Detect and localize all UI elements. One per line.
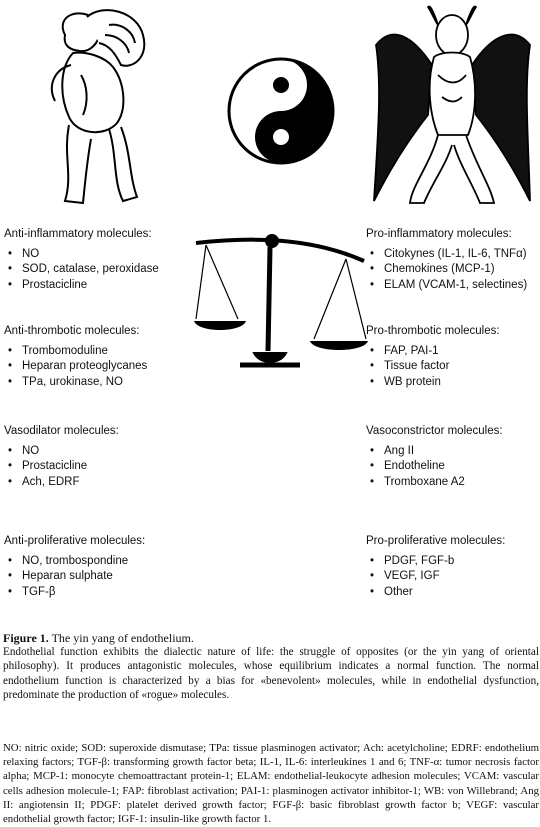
figure-title: The yin yang of endothelium.: [51, 631, 194, 645]
figure-title-line: [3, 631, 539, 645]
abbreviations-note: [3, 741, 539, 826]
list-item: • ELAM (VCAM-1, selectines): [366, 278, 527, 294]
list-item: • PDGF, FGF-b: [366, 554, 505, 570]
group-heading: Vasoconstrictor molecules:: [366, 425, 503, 437]
list-item: • Citokynes (IL-1, IL-6, TNFα): [366, 247, 527, 263]
list-item: • FAP, PAI-1: [366, 344, 500, 360]
list-item: • Heparan proteoglycanes: [4, 359, 147, 375]
vasoconstrictor-group: [366, 424, 503, 490]
group-heading: Pro-inflammatory molecules:: [366, 228, 512, 240]
group-heading: Anti-proliferative molecules:: [4, 535, 146, 547]
group-heading: Anti-inflammatory molecules:: [4, 228, 152, 240]
list-item: • Trombomoduline: [4, 344, 147, 360]
pro-inflammatory-group: [366, 227, 527, 293]
devil-illustration: [372, 5, 532, 210]
vasodilator-group: [4, 424, 119, 490]
abbreviations-text: NO: nitric oxide; SOD: superoxide dismutase; TPa: tissue plasminogen activator; Ach: acetylcholine; EDRF: endothelium relaxing factors; TGF-β: transforming growth factor beta; IL-1, IL-6: interleukines 1 and 6; TNF-α: tumor necrosis factor alpha; MCP-1: monocyte chemoattractant protein-1; ELAM: endothelial-leukocyte adhesion molecules; VCAM: vascular cells adhesion molecule-1; FAP: fibroblast activation; PAI-1: plasminogen activator inhibitor-1; WB: von Willebrand; Ang II: angiotensin II; PDGF: platelet derived growth factor; FGF-β: basic fibroblast growth factor b; VEGF: vascular endothelial growth factor; IGF-1: insulin-like growth factor 1.: [3, 742, 539, 826]
list-item: • Ang II: [366, 444, 503, 460]
cherub-illustration: [25, 5, 155, 220]
list-item: • VEGF, IGF: [366, 569, 505, 585]
list-item: • Tromboxane A2: [366, 475, 503, 491]
list-item: • Prostacicline: [4, 459, 119, 475]
list-item: • Other: [366, 585, 505, 601]
list-item: • TGF-β: [4, 585, 145, 601]
list-item: • Tissue factor: [366, 359, 500, 375]
list-item: • NO: [4, 444, 119, 460]
figure-label: Figure 1.: [3, 631, 49, 645]
anti-thrombotic-group: [4, 324, 147, 390]
yin-yang-icon: [226, 56, 336, 166]
list-item: • SOD, catalase, peroxidase: [4, 262, 159, 278]
list-item: • TPa, urokinase, NO: [4, 375, 147, 391]
group-heading: Pro-thrombotic molecules:: [366, 325, 500, 337]
group-heading: Pro-proliferative molecules:: [366, 535, 506, 547]
balance-scale-illustration: [190, 233, 370, 373]
list-item: • Chemokines (MCP-1): [366, 262, 527, 278]
anti-inflammatory-group: [4, 227, 159, 293]
list-item: • Prostacicline: [4, 278, 159, 294]
figure-caption: [3, 631, 539, 702]
group-heading: Vasodilator molecules:: [4, 425, 119, 437]
list-item: • NO: [4, 247, 159, 263]
list-item: • NO, trombospondine: [4, 554, 145, 570]
list-item: • Heparan sulphate: [4, 569, 145, 585]
list-item: • WB protein: [366, 375, 500, 391]
list-item: • Ach, EDRF: [4, 475, 119, 491]
list-item: • Endotheline: [366, 459, 503, 475]
anti-proliferative-group: [4, 534, 145, 600]
pro-proliferative-group: [366, 534, 505, 600]
group-heading: Anti-thrombotic molecules:: [4, 325, 140, 337]
caption-text: Endothelial function exhibits the dialectic nature of life: the struggle of opposites (or the yin yang of oriental philosophy). It produces antagonistic molecules, whose equilibrium indicates a normal function. The normal endothelium function is characterized by a bias for «benevolent» molecules, while in endothelial dysfunction, predominate the production of «rogue» molecules.: [3, 646, 539, 701]
pro-thrombotic-group: [366, 324, 500, 390]
